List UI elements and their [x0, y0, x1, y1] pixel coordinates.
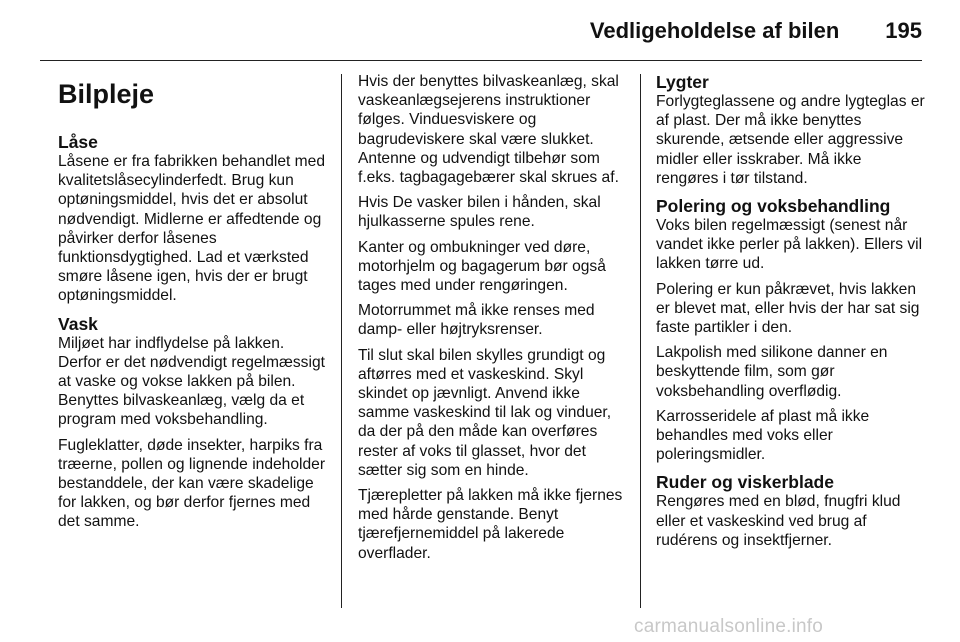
paragraph: Låsene er fra fabrikken behandlet med kvalitetslåsecylinderfedt. Brug kun optøningsmiddel, hvis det er absolut nødvendigt. Midlerne er affedtende og påvirker derfor låsenes funktionsdygtighed. Lad et værksted smøre låsene igen, hvis der er brugt optøningsmiddel.: [58, 153, 325, 305]
section-title: Låse: [58, 132, 98, 152]
section-vask: [58, 314, 326, 532]
column-2: [358, 72, 626, 569]
column-1: [58, 72, 326, 540]
section-title: Lygter: [656, 72, 709, 92]
column-divider-2: [640, 74, 641, 608]
header-title: Vedligeholdelse af bilen: [589, 18, 840, 43]
section-ruder: [656, 472, 926, 550]
paragraph: Tjærepletter på lakken må ikke fjernes med hårde genstande. Benyt tjærefjernemiddel på lakerede overflader.: [358, 487, 623, 562]
paragraph: Miljøet har indflydelse på lakken. Derfor er det nødvendigt regelmæssigt at vaske og vokse lakken på bilen. Benyttes bilvaskeanlæg, vælg da et program med voksbehandling.: [58, 334, 325, 429]
section-polering: [656, 196, 926, 464]
paragraph: Til slut skal bilen skylles grundigt og aftørres med et vaskeskind. Skyl skindet op jævnligt. Anvend ikke samme vaskeskind til lak og vinduer, da der på den måde kan overføres rester af voks til glasset, hvor det sætter sig som en hinde.: [358, 346, 612, 479]
section-laase: [58, 132, 326, 306]
paragraph: Karrosseridele af plast må ikke behandles med voks eller poleringsmidler.: [656, 407, 870, 464]
page-header: [40, 14, 922, 48]
paragraph: Lakpolish med silikone danner en beskyttende film, som gør voksbehandling overflødig.: [656, 344, 888, 400]
paragraph: Rengøres med en blød, fnugfri klud eller et vaskeskind ved brug af rudérens og insektfjerner.: [656, 493, 901, 549]
paragraph: Fugleklatter, døde insekter, harpiks fra træerne, pollen og lignende indeholder bestanddele, der kan være skadelige for lakken, og bør derfor fjernes med det samme.: [58, 436, 326, 531]
paragraph: Forlygteglassene og andre lygteglas er af plast. Der må ikke benyttes skurende, ætsende eller aggressive midler eller isskraber. Må ikke rengøres i tør tilstand.: [656, 93, 925, 187]
column-divider-1: [341, 74, 342, 608]
paragraph: Hvis der benyttes bilvaskeanlæg, skal vaskeanlægsejerens instruktioner følges. Vinduesviskere og bagrudeviskere skal være slukket. Antenne og udvendigt tilbehør som f.eks. tagbagagebærer skal skrues af.: [358, 73, 619, 187]
header-rule: [40, 60, 922, 61]
paragraph: Motorrummet må ikke renses med damp- eller højtryksrenser.: [358, 302, 595, 339]
page-number: 195: [885, 18, 922, 43]
paragraph: Kanter og ombukninger ved døre, motorhjelm og bagagerum bør også tages med under rengøringen.: [358, 238, 606, 295]
paragraph: Polering er kun påkrævet, hvis lakken er blevet mat, eller hvis der har sat sig faste partikler i den.: [656, 280, 920, 337]
column-3: [656, 72, 926, 558]
section-title: Polering og voksbehandling: [656, 196, 891, 217]
section-title: Vask: [58, 313, 98, 334]
section-lygter: [656, 72, 926, 188]
chapter-heading: Bilpleje: [58, 79, 155, 109]
watermark: carmanualsonline.info: [634, 616, 824, 637]
section-title: Ruder og viskerblade: [656, 472, 834, 493]
paragraph: Voks bilen regelmæssigt (senest når vandet ikke perler på lakken). Ellers vil lakken tørre ud.: [656, 217, 923, 273]
paragraph: Hvis De vasker bilen i hånden, skal hjulkasserne spules rene.: [358, 194, 601, 231]
